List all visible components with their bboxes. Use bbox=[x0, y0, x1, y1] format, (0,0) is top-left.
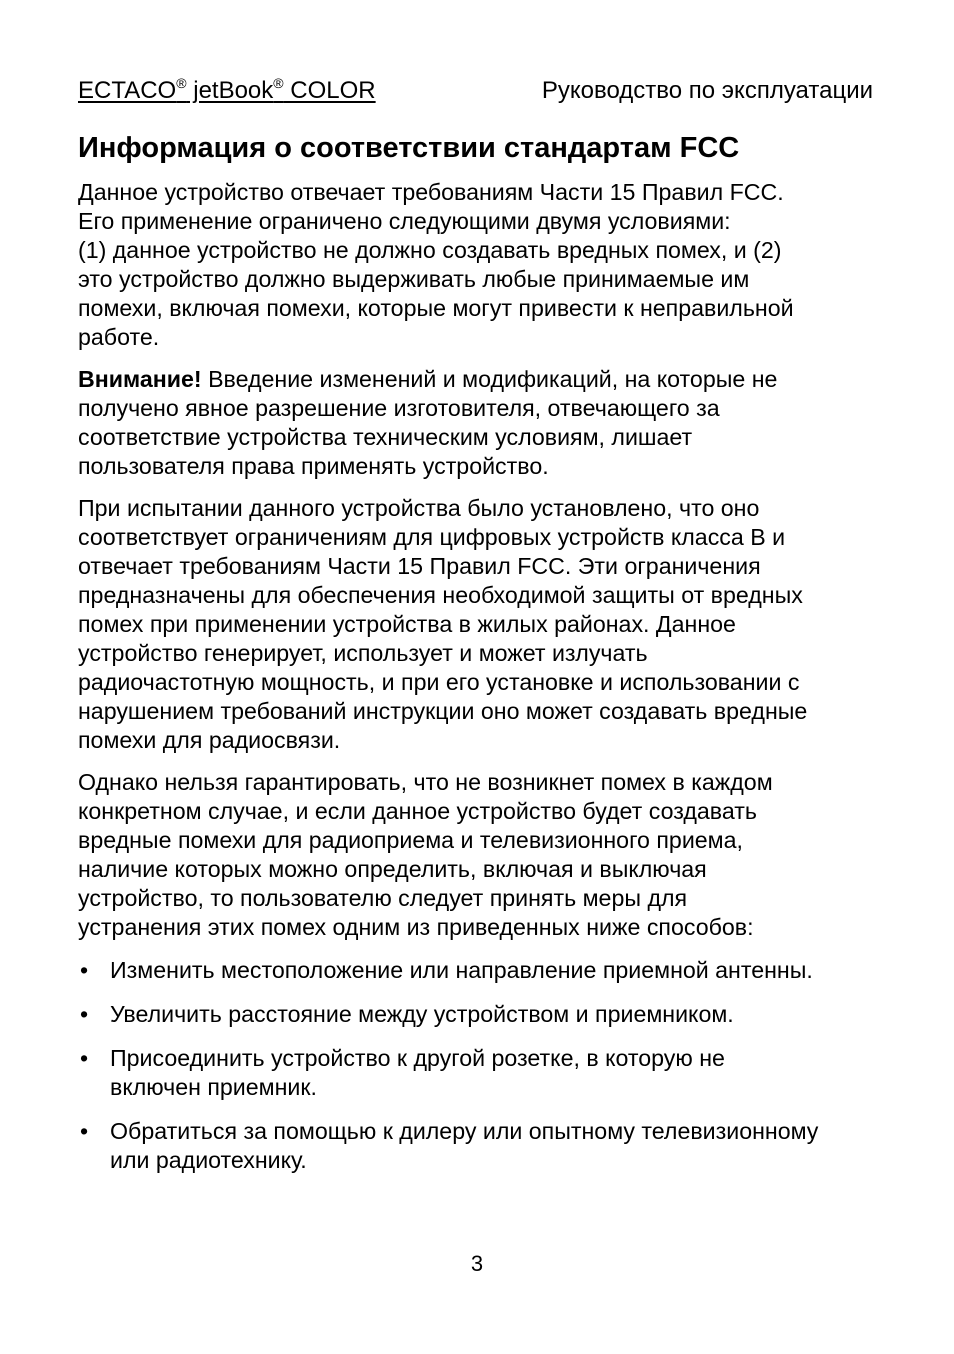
paragraph-interference-measures: Однако нельзя гарантировать, что не возникнет помех в каждом конкретном случае, и если данное устройство будет создавать вредные помехи для радиоприема и телевизионного приема, наличие которых можно определить, включая и выключая устройство, то пользователю следует принять меры для устранения этих помех одним из приведенных ниже способов: bbox=[78, 769, 773, 940]
bullet-icon: • bbox=[80, 1118, 89, 1144]
page-number: 3 bbox=[470, 1251, 484, 1276]
section-body bbox=[78, 178, 878, 1190]
paragraph-warning: Внимание! Введение изменений и модификаций, на которые не получено явное разрешение изготовителя, отвечающего за соответствие устройства техническим условиям, лишает пользователя права применять устройство. bbox=[78, 366, 778, 479]
bullet-icon: • bbox=[80, 1001, 89, 1027]
section-title: Информация о соответствии стандартам FCC bbox=[78, 132, 740, 164]
header-product-name: ECTACO® jetBook® COLOR bbox=[78, 75, 376, 104]
list-item: • Увеличить расстояние между устройством и приемником. bbox=[80, 1001, 734, 1027]
bullet-icon: • bbox=[80, 957, 89, 983]
paragraph-fcc-compliance: Данное устройство отвечает требованиям Части 15 Правил FCC. Его применение ограничено следующими двумя условиями: (1) данное устройство не должно создавать вредных помех, и (2) это устройство должно выдерживать любые принимаемые им помехи, включая помехи, которые могут привести к неправильной работе. bbox=[78, 179, 794, 350]
header-manual-title: Руководство по эксплуатации bbox=[541, 77, 873, 104]
running-header bbox=[78, 76, 873, 106]
bullet-icon: • bbox=[80, 1045, 89, 1071]
list-item: • Обратиться за помощью к дилеру или опытному телевизионному или радиотехнику. bbox=[80, 1118, 819, 1173]
measures-list bbox=[78, 956, 878, 1175]
paragraph-class-b-limits: При испытании данного устройства было установлено, что оно соответствует ограничениям для цифровых устройств класса В и отвечает требованиям Части 15 Правил FCC. Эти ограничения предназначены для обеспечения необходимой защиты от вредных помех при применении устройства в жилых районах. Данное устройство генерирует, использует и может излучать радиочастотную мощность, и при его установке и использовании с нарушением требований инструкции оно может создавать вредные помехи для радиосвязи. bbox=[78, 495, 808, 753]
warning-label: Внимание! bbox=[78, 366, 202, 392]
list-item: • Изменить местоположение или направление приемной антенны. bbox=[80, 957, 813, 983]
list-item: • Присоединить устройство к другой розетке, в которую не включен приемник. bbox=[80, 1045, 725, 1100]
